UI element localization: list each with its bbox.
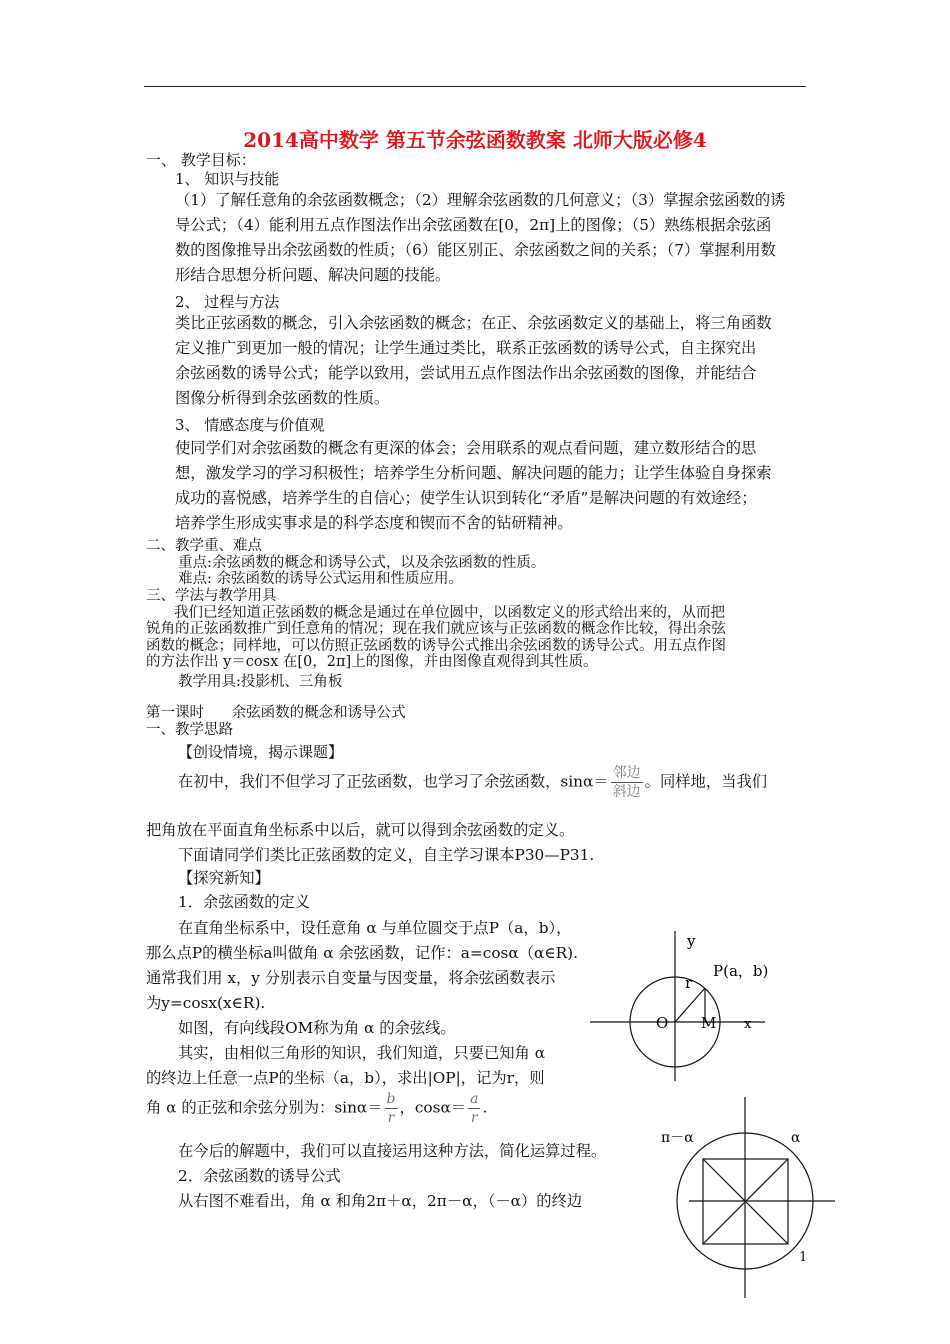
text-line: 锐角的正弦函数推广到任意角的情况；现在我们就应该与正弦函数的概念作比较，得出余弦 — [146, 621, 726, 637]
def-line-1: 在直角坐标系中，设任意角 α 与单位圆交于点P（a，b）， — [178, 919, 572, 937]
intro-text-a: 在初中，我们不但学习了正弦函数，也学习了余弦函数，sinα＝ — [178, 772, 609, 791]
sec1-sub2: 2、 过程与方法 — [175, 293, 280, 311]
cosine-line-text: 如图，有向线段OM称为角 α 的余弦线。 — [178, 1019, 456, 1037]
frac-numerator: 邻边 — [612, 765, 641, 781]
key-point: 重点:余弦函数的概念和诱导公式，以及余弦函数的性质。 — [178, 554, 546, 571]
text-line: 想，激发学习的学习积极性；培养学生分析问题、解决问题的能力；让学生体验自身探索 — [175, 464, 772, 482]
text-line: 余弦函数的诱导公式；能学以致用，尝试用五点作图法作出余弦函数的图像，并能结合 — [175, 364, 757, 382]
sec2-block — [146, 538, 545, 588]
text-line: 图像分析得到余弦函数的性质。 — [175, 389, 390, 407]
fig1-p-label: P(a，b) — [713, 962, 769, 980]
teaching-idea-heading: 一、教学思路 — [146, 721, 233, 738]
intro-line-2: 把角放在平面直角坐标系中以后，就可以得到余弦函数的定义。 — [146, 821, 575, 839]
teaching-tools: 教学用具:投影机、三角板 — [178, 674, 343, 690]
def-line-4: 为y=cosx(x∈R). — [146, 994, 266, 1012]
text-line: 使同学们对余弦函数的概念有更深的体会；会用联系的观点看问题，建立数形结合的思 — [175, 439, 757, 457]
induction-title: 2．余弦函数的诱导公式 — [178, 1167, 341, 1185]
text-line: 定义推广到更加一般的情况；让学生通过类比，联系正弦函数的诱导公式，自主探究出 — [175, 339, 757, 357]
frac-numerator: b — [386, 1091, 396, 1107]
fig1-x-label: x — [744, 1017, 752, 1032]
header-rule — [144, 86, 806, 87]
text-line: 成功的喜悦感，培养学生的自信心；使学生认识到转化“矛盾”是解决问题的有效途经； — [175, 489, 757, 507]
sec1-sub3: 3、 情感态度与价值观 — [175, 416, 325, 434]
page-number: 1 — [799, 1250, 808, 1265]
self-study-line: 下面请同学们类比正弦函数的定义，自主学习课本P30—P31. — [178, 846, 595, 864]
explore-heading: 【探究新知】 — [178, 869, 270, 887]
ratio-end: . — [482, 1098, 488, 1117]
frac-numerator: a — [470, 1091, 479, 1107]
sec1-paragraph-2 — [175, 311, 772, 411]
ratio-text-a: 角 α 的正弦和余弦分别为：sinα＝ — [146, 1098, 383, 1117]
sec1-paragraph-1 — [175, 188, 785, 288]
sec1-heading: 一、 教学目标： — [146, 151, 256, 169]
page-title: 2014高中数学 第五节余弦函数教案 北师大版必修4 — [243, 128, 707, 152]
similar-line-2: 的终边上任意一点P的坐标（a，b），求出|OP|，记为r，则 — [146, 1069, 545, 1087]
fraction-adjacent-hypotenuse — [611, 764, 643, 801]
fig1-r-label: r — [685, 974, 693, 992]
text-line: 我们已经知道正弦函数的概念是通过在单位圆中，以函数定义的形式给出来的，从而把 — [174, 604, 725, 621]
text-line: 函数的概念；同样地，可以仿照正弦函数的诱导公式推出余弦函数的诱导公式。用五点作图 — [146, 637, 726, 654]
fraction-a-over-r — [468, 1090, 480, 1127]
sec3-block — [146, 588, 726, 671]
similar-line-1: 其实，由相似三角形的知识，我们知道，只要已知角 α — [178, 1044, 546, 1062]
sec1-sub1: 1、 知识与技能 — [175, 170, 280, 188]
induction-line: 从右图不难看出，角 α 和角2π＋α，2π－α，（－α）的终边 — [178, 1192, 583, 1210]
frac-denominator: 斜边 — [612, 784, 641, 800]
lesson-heading-block — [146, 705, 406, 738]
text-line: 导公式；（4）能利用五点作图法作出余弦函数在[0，2π]上的图像；（5）熟练根据余弦函 — [175, 216, 772, 234]
sec2-heading: 二、教学重、难点 — [146, 538, 262, 554]
def-line-3: 通常我们用 x，y 分别表示自变量与因变量，将余弦函数表示 — [146, 969, 556, 987]
intro-text-b: 。同样地，当我们 — [644, 772, 768, 791]
intro-line — [178, 764, 767, 801]
sec3-heading: 三、学法与教学用具 — [146, 588, 277, 604]
symmetry-figure — [655, 1095, 835, 1300]
ratio-line — [146, 1090, 487, 1127]
fig2-right-label: α — [791, 1130, 801, 1146]
def-line-2: 那么点P的横坐标a叫做角 α 余弦函数，记作：a=cosα（α∈R). — [146, 944, 579, 962]
fig2-left-label: π－α — [661, 1130, 694, 1146]
unit-circle-figure — [585, 925, 770, 1085]
text-line: 类比正弦函数的概念，引入余弦函数的概念；在正、余弦函数定义的基础上，将三角函数 — [175, 314, 772, 332]
fraction-b-over-r — [385, 1090, 398, 1127]
text-line: 培养学生形成实事求是的科学态度和锲而不舍的钻研精神。 — [175, 514, 573, 532]
later-line: 在今后的解题中，我们可以直接运用这种方法，简化运算过程。 — [178, 1142, 607, 1160]
definition-title: 1．余弦函数的定义 — [178, 893, 311, 911]
fig1-y-label: y — [687, 932, 696, 950]
difficult-point: 难点: 余弦函数的诱导公式运用和性质应用。 — [178, 571, 463, 587]
text-line: 形结合思想分析问题、解决问题的技能。 — [175, 266, 451, 284]
lesson-heading: 第一课时 余弦函数的概念和诱导公式 — [146, 705, 406, 721]
text-line: （1）了解任意角的余弦函数概念；（2）理解余弦函数的几何意义；（3）掌握余弦函数的诱 — [175, 191, 786, 209]
sec1-paragraph-3 — [175, 436, 772, 536]
fig1-o-label: O — [656, 1014, 669, 1032]
frac-denominator: r — [470, 1110, 478, 1126]
ratio-text-b: ，cosα＝ — [399, 1098, 467, 1117]
text-line: 数的图像推导出余弦函数的性质；（6）能区别正、余弦函数之间的关系；（7）掌握利用数 — [175, 241, 776, 259]
frac-denominator: r — [387, 1110, 395, 1126]
scene-heading: 【创设情境，揭示课题】 — [178, 743, 344, 761]
text-line: 的方法作出 y＝cosx 在[0，2π]上的图像，并由图像直观得到其性质。 — [146, 654, 598, 670]
fig1-m-label: M — [701, 1014, 717, 1032]
